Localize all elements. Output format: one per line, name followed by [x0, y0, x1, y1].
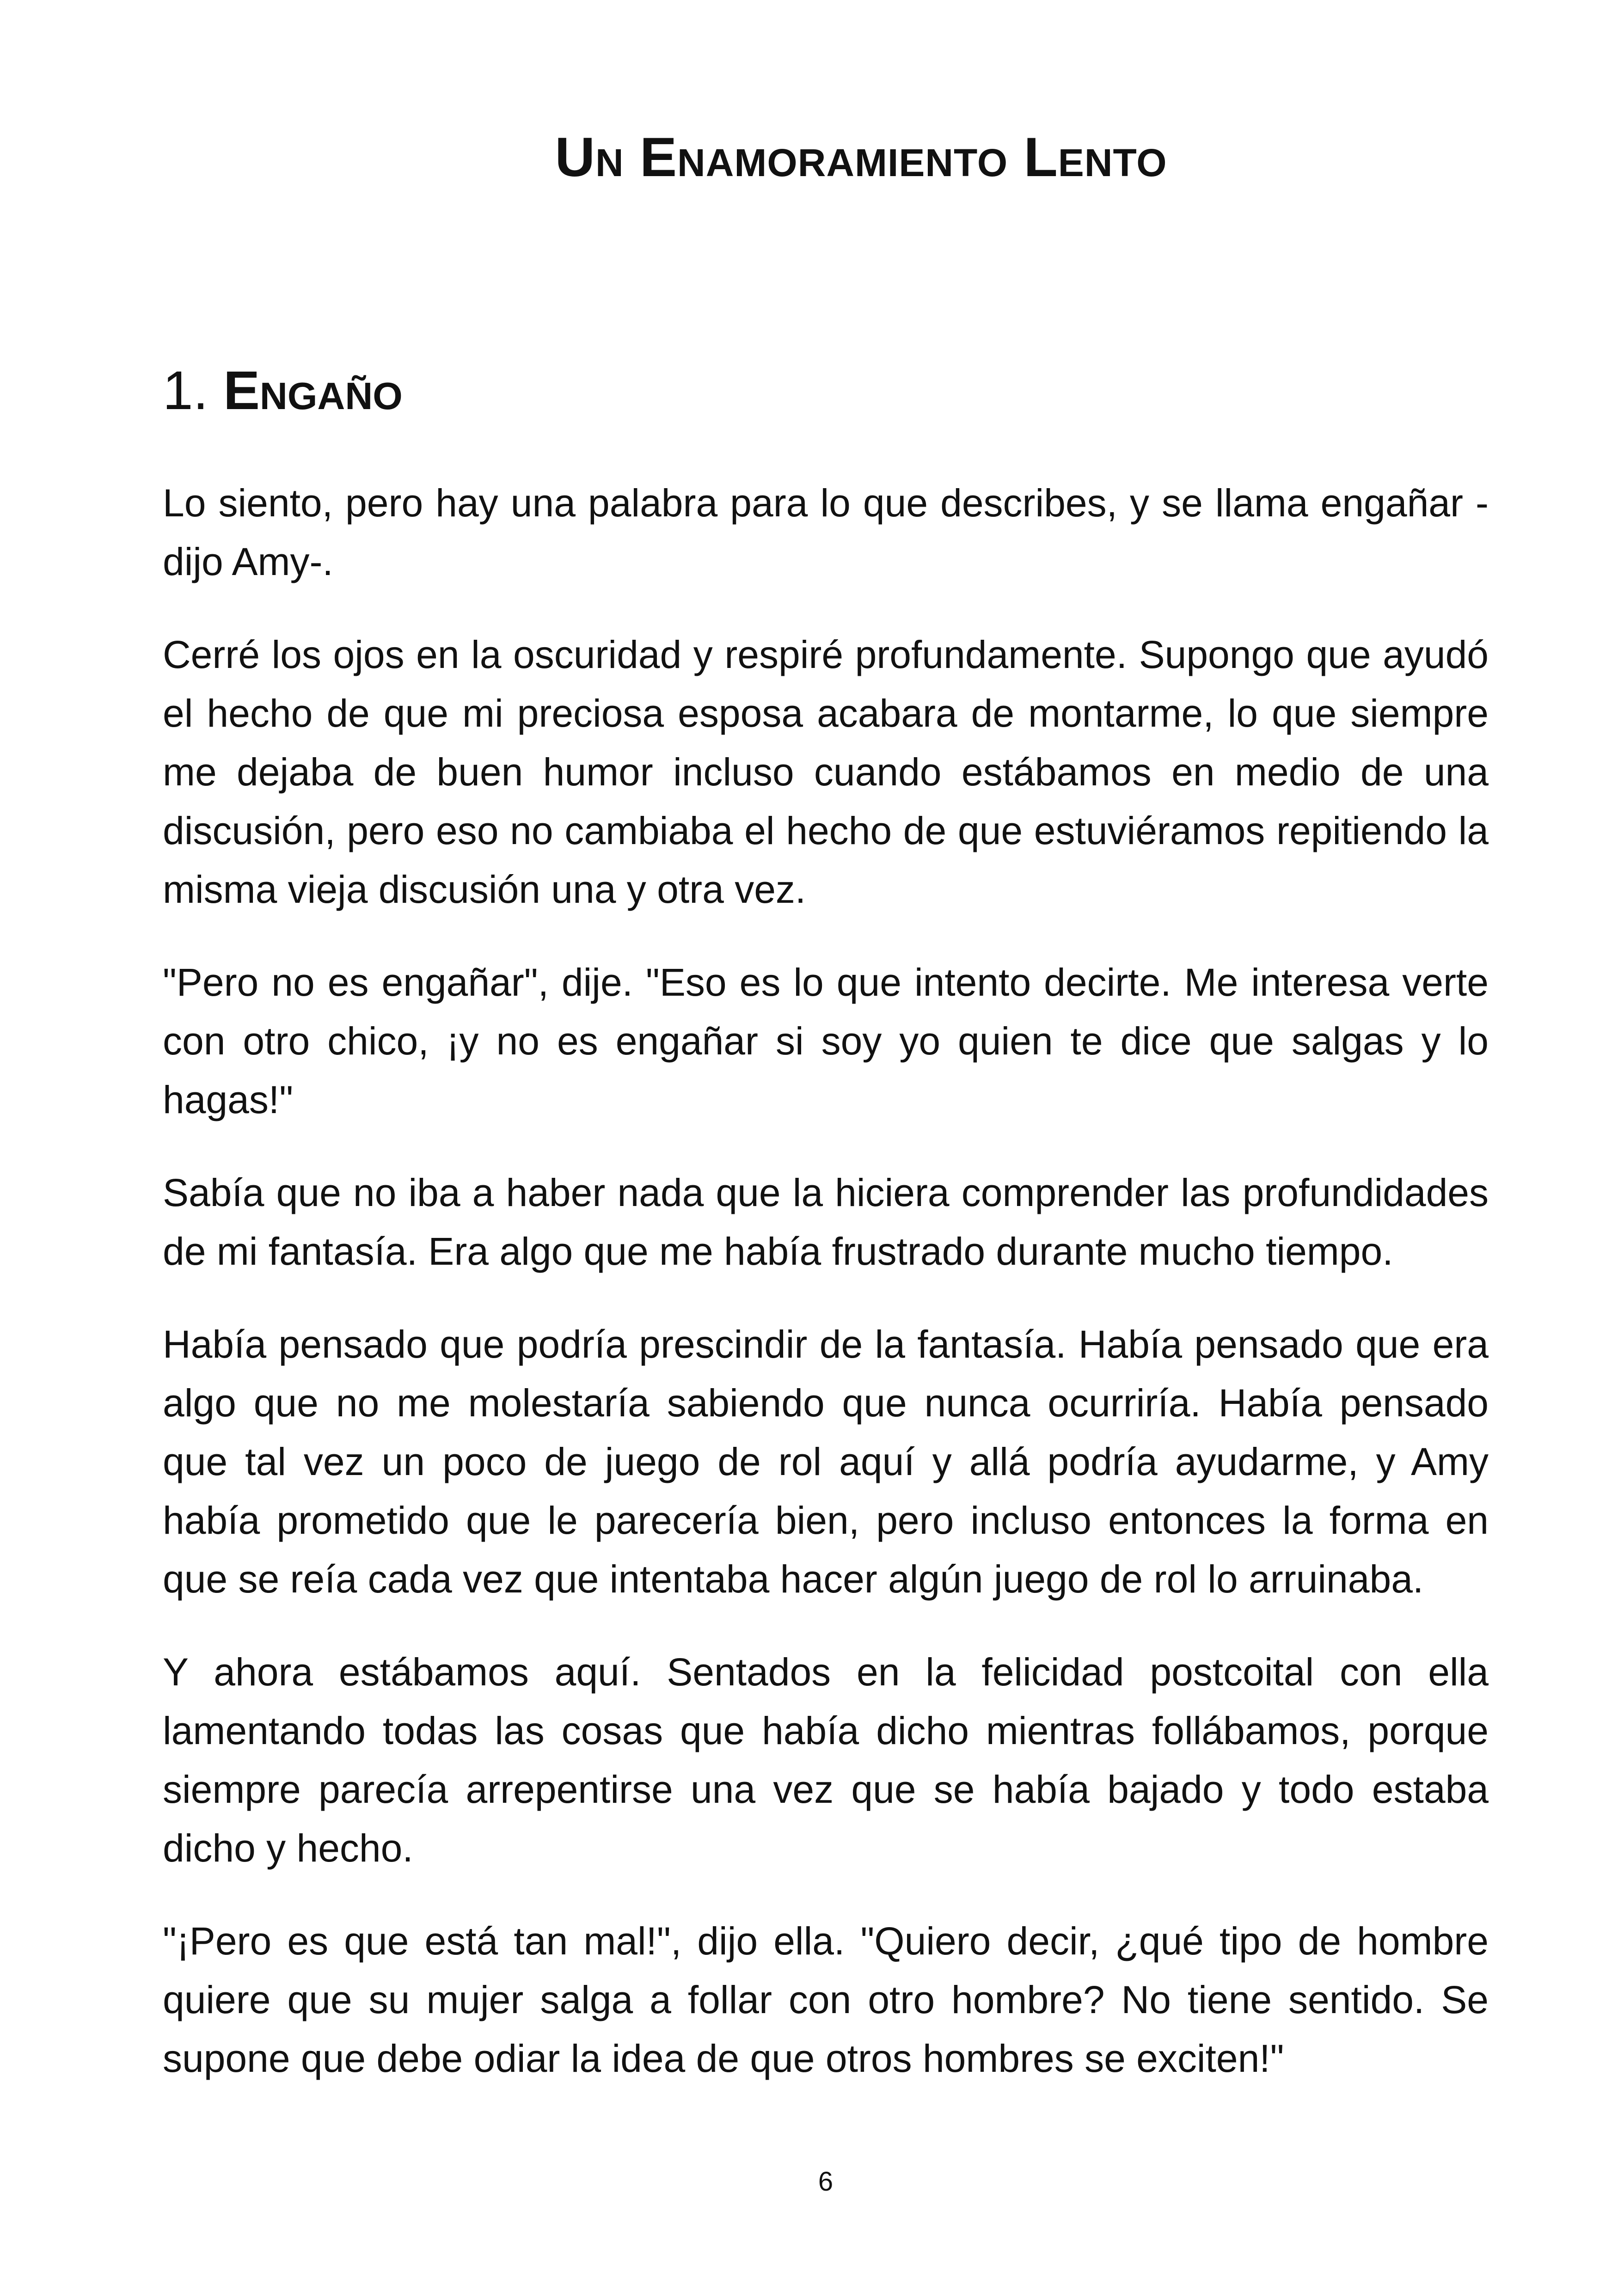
chapter-number: 1. — [163, 360, 208, 421]
paragraph: Sabía que no iba a haber nada que la hiciera comprender las profundidades de mi fantasía. Era algo que me había frustrado durante mucho tiempo. — [163, 1171, 1489, 1273]
page-number: 6 — [818, 2167, 834, 2197]
paragraph: Cerré los ojos en la oscuridad y respiré profundamente. Supongo que ayudó el hecho de que mi preciosa esposa acabara de montarme, lo que siempre me dejaba de buen humor incluso cuando estábamos en medio de una discusión, pero eso no cambiaba el hecho de que estuviéramos repitiendo la misma vieja discusión una y otra vez. — [163, 633, 1489, 911]
chapter-body — [163, 474, 1489, 2122]
paragraph: Había pensado que podría prescindir de la fantasía. Había pensado que era algo que no me molestaría sabiendo que nunca ocurriría. Había pensado que tal vez un poco de juego de rol aquí y allá podría ayudarme, y Amy había prometido que le parecería bien, pero incluso entonces la forma en que se reía cada vez que intentaba hacer algún juego de rol lo arruinaba. — [163, 1322, 1489, 1601]
paragraph: Y ahora estábamos aquí. Sentados en la felicidad postcoital con ella lamentando todas las cosas que había dicho mientras follábamos, porque siempre parecía arrepentirse una vez que se había bajado y todo estaba dicho y hecho. — [163, 1650, 1489, 1870]
chapter-heading — [163, 356, 403, 425]
book-title: Un Enamoramiento Lento — [555, 126, 1167, 188]
paragraph: Lo siento, pero hay una palabra para lo que describes, y se llama engañar -dijo Amy-. — [163, 481, 1489, 583]
paragraph: "Pero no es engañar", dije. "Eso es lo que intento decirte. Me interesa verte con otro chico, ¡y no es engañar si soy yo quien te dice que salgas y lo hagas!" — [163, 961, 1489, 1121]
chapter-name: Engaño — [223, 360, 403, 421]
paragraph: "¡Pero es que está tan mal!", dijo ella. "Quiero decir, ¿qué tipo de hombre quiere que su mujer salga a follar con otro hombre? No tiene sentido. Se supone que debe odiar la idea de que otros hombres se exciten!" — [163, 1919, 1489, 2080]
